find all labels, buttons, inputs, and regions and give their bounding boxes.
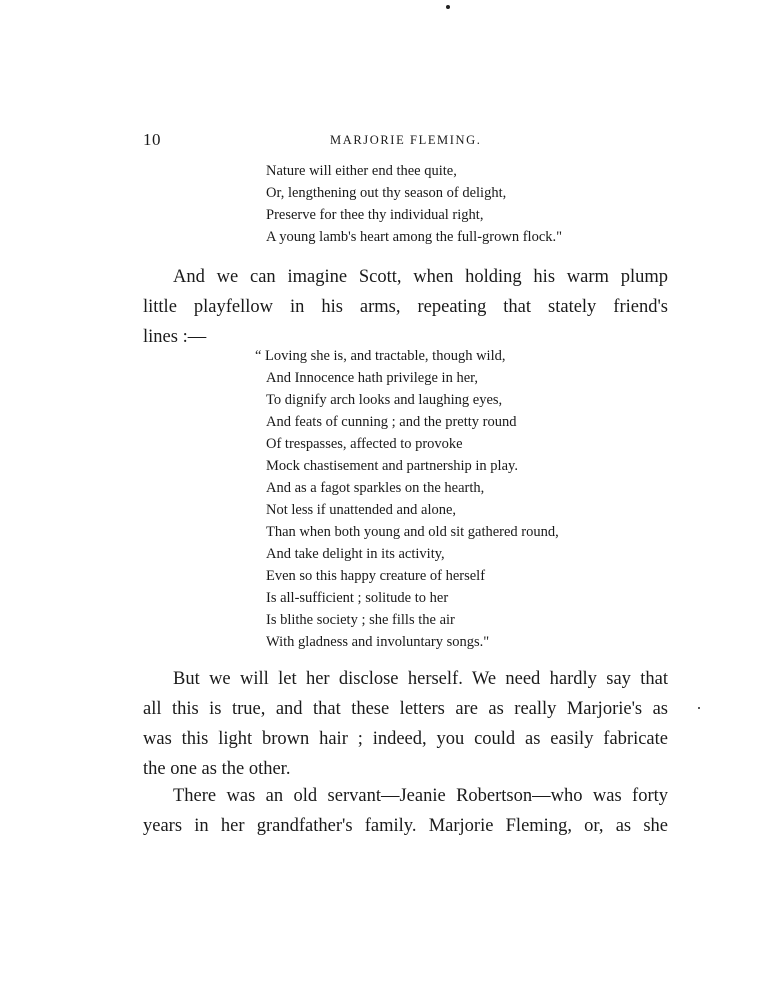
verse-line: Is blithe society ; she fills the air bbox=[266, 612, 455, 628]
paragraph-servant bbox=[143, 781, 668, 841]
running-title: MARJORIE FLEMING. bbox=[330, 133, 482, 147]
verse-line: And Innocence hath privilege in her, bbox=[266, 370, 479, 386]
verse-line: And take delight in its activity, bbox=[266, 546, 445, 562]
verse-line: Or, lengthening out thy season of delight, bbox=[266, 185, 507, 201]
text-line: And we can imagine Scott, when holding his warm plump bbox=[173, 267, 668, 287]
verse-line: A young lamb's heart among the full-grown flock." bbox=[266, 229, 563, 245]
verse-line: Is all-sufficient ; solitude to her bbox=[266, 590, 449, 606]
text-line: There was an old servant—Jeanie Robertson—who was forty bbox=[173, 786, 668, 806]
ink-speck bbox=[698, 707, 700, 709]
verse-line: Mock chastisement and partnership in play. bbox=[266, 458, 518, 474]
paragraph-scott bbox=[143, 262, 668, 352]
verse-line: Than when both young and old sit gathered round, bbox=[266, 524, 559, 540]
text-line: little playfellow in his arms, repeating that stately friend's bbox=[143, 297, 668, 317]
verse-line: And as a fagot sparkles on the hearth, bbox=[266, 480, 485, 496]
verse-quotation-1 bbox=[266, 160, 562, 248]
page-number: 10 bbox=[143, 130, 161, 149]
verse-line: To dignify arch looks and laughing eyes, bbox=[266, 392, 503, 408]
paragraph-disclose bbox=[143, 664, 668, 784]
verse-line: Preserve for thee thy individual right, bbox=[266, 207, 484, 223]
text-line: lines :— bbox=[143, 327, 207, 347]
ink-speck bbox=[446, 5, 450, 9]
text-line: But we will let her disclose herself. We need hardly say that bbox=[173, 669, 668, 689]
text-line: all this is true, and that these letters are as really Marjorie's as bbox=[143, 699, 668, 719]
verse-line: With gladness and involuntary songs." bbox=[266, 634, 490, 650]
verse-line: And feats of cunning ; and the pretty round bbox=[266, 414, 517, 430]
verse-line: Not less if unattended and alone, bbox=[266, 502, 457, 518]
verse-line: Nature will either end thee quite, bbox=[266, 163, 457, 179]
text-line: the one as the other. bbox=[143, 759, 291, 779]
verse-line: “ Loving she is, and tractable, though wild, bbox=[255, 348, 506, 364]
verse-line: Of trespasses, affected to provoke bbox=[266, 436, 463, 452]
text-line: years in her grandfather's family. Marjorie Fleming, or, as she bbox=[143, 816, 668, 836]
text-line: was this light brown hair ; indeed, you could as easily fabricate bbox=[143, 729, 668, 749]
verse-quotation-2 bbox=[255, 345, 559, 653]
verse-line: Even so this happy creature of herself bbox=[266, 568, 486, 584]
